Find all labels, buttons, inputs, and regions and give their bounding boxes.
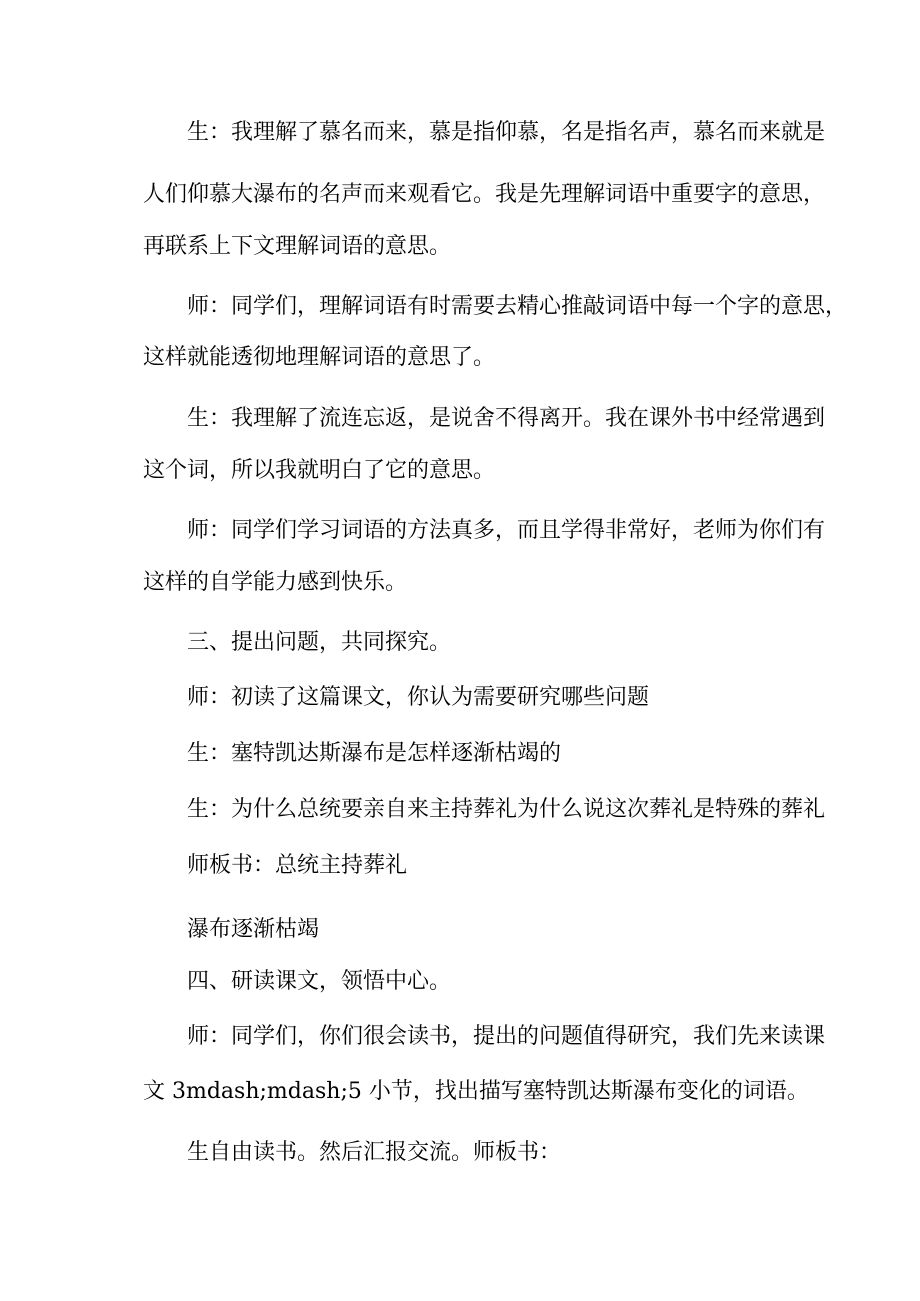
section-heading: 四、研读课文，领悟中心。 [187,969,452,994]
paragraph-line: 生：我理解了流连忘返，是说舍不得离开。我在课外书中经常遇到 [187,406,826,431]
paragraph-line: 这样就能透彻地理解词语的意思了。 [143,345,496,370]
paragraph-line: 师：同学们，理解词语有时需要去精心推敲词语中每一个字的意思， [187,294,848,319]
section-heading: 三、提出问题，共同探究。 [187,630,452,655]
paragraph-line: 师：同学们，你们很会读书，提出的问题值得研究，我们先来读课 [187,1024,826,1049]
paragraph-line: 生：为什么总统要亲自来主持葬礼为什么说这次葬礼是特殊的葬礼 [187,797,826,822]
paragraph-line: 这样的自学能力感到快乐。 [143,570,408,595]
paragraph-line: 文 3mdash;mdash;5 小节，找出描写塞特凯达斯瀑布变化的词语。 [143,1079,809,1104]
paragraph-line: 师：同学们学习词语的方法真多，而且学得非常好，老师为你们有 [187,518,826,543]
board-note: 瀑布逐渐枯竭 [187,917,320,942]
board-note: 师板书：总统主持葬礼 [187,853,408,878]
paragraph-line: 再联系上下文理解词语的意思。 [143,234,452,259]
paragraph-line: 生自由读书。然后汇报交流。师板书： [187,1140,562,1165]
paragraph-line: 生：塞特凯达斯瀑布是怎样逐渐枯竭的 [187,741,562,766]
paragraph-line: 师：初读了这篇课文，你认为需要研究哪些问题 [187,685,650,710]
paragraph-line: 生：我理解了慕名而来，慕是指仰慕，名是指名声，慕名而来就是 [187,120,826,145]
paragraph-line: 人们仰慕大瀑布的名声而来观看它。我是先理解词语中重要字的意思， [143,182,826,207]
paragraph-line: 这个词，所以我就明白了它的意思。 [143,458,496,483]
